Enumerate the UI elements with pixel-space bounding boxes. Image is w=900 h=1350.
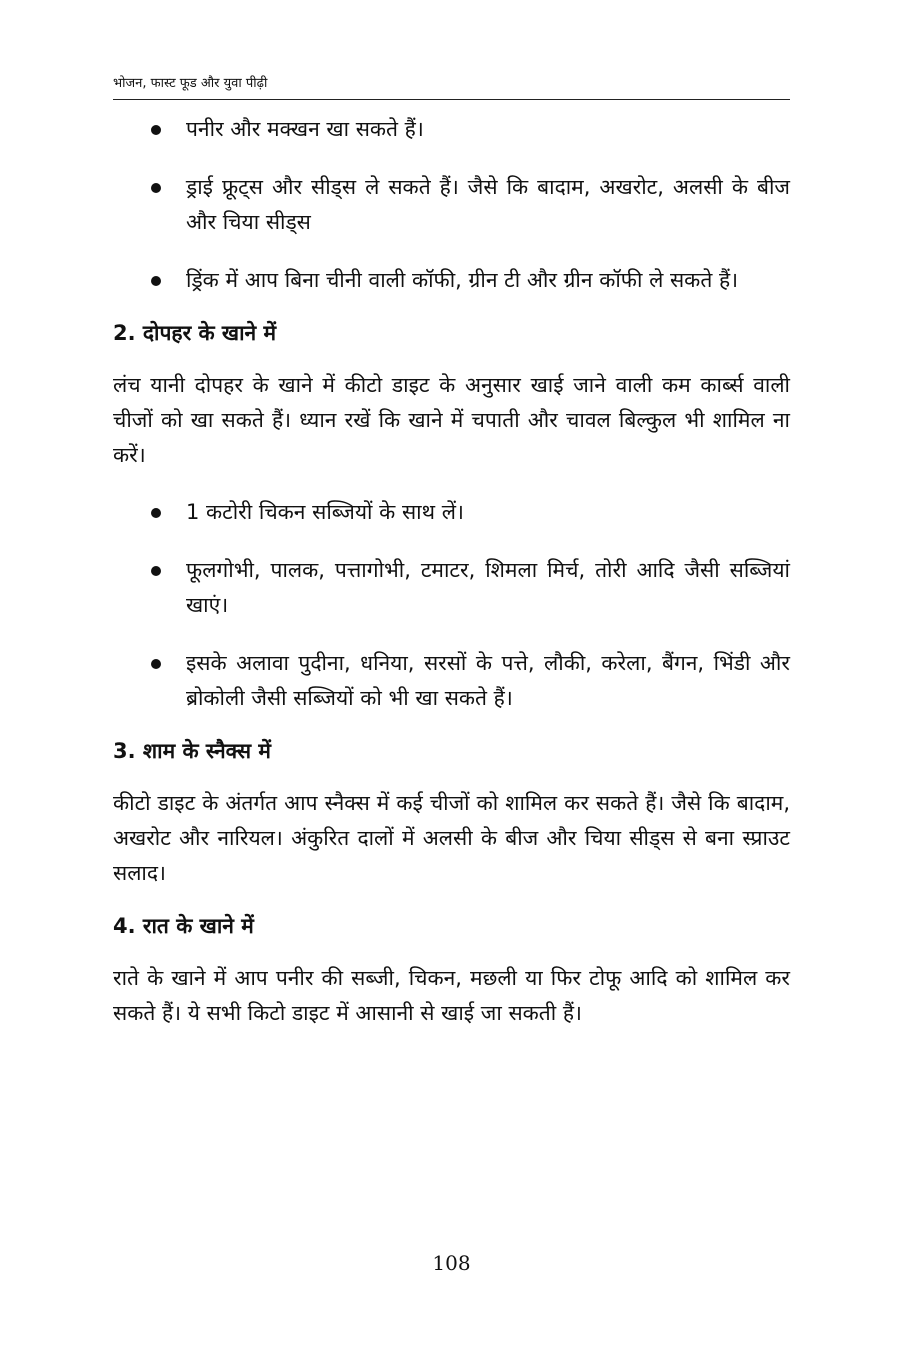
list-item <box>113 263 790 298</box>
bullet-icon <box>151 566 161 576</box>
bullet-icon <box>151 183 161 193</box>
list-item-text: इसके अलावा पुदीना, धनिया, सरसों के पत्ते, लौकी, करेला, बैंगन, भिंडी और ब्रोकोली जैसी सब्जियों को भी खा सकते हैं। <box>186 651 790 710</box>
list-item <box>113 112 790 147</box>
bullet-icon <box>151 659 161 669</box>
list-item <box>113 495 790 530</box>
page-content <box>113 112 790 1049</box>
bullet-icon <box>151 125 161 135</box>
list-item <box>113 553 790 623</box>
section-paragraph-snacks: कीटो डाइट के अंतर्गत आप स्नैक्स में कई चीजों को शामिल कर सकते हैं। जैसे कि बादाम, अखरोट और नारियल। अंकुरित दालों में अलसी के बीज और चिया सीड्स से बना स्प्राउट सलाद। <box>113 791 790 885</box>
lunch-bullet-list <box>113 495 790 716</box>
running-header: भोजन, फास्ट फूड और युवा पीढ़ी <box>113 76 268 91</box>
breakfast-bullet-list <box>113 112 790 298</box>
book-page <box>113 0 790 1350</box>
section-heading-lunch: 2. दोपहर के खाने में <box>113 321 277 345</box>
list-item-text: ड्राई फ्रूट्स और सीड्स ले सकते हैं। जैसे कि बादाम, अखरोट, अलसी के बीज और चिया सीड्स <box>186 175 790 234</box>
section-heading-dinner: 4. रात के खाने में <box>113 914 254 938</box>
bullet-icon <box>151 276 161 286</box>
list-item-text: 1 कटोरी चिकन सब्जियों के साथ लें। <box>186 500 464 524</box>
page-number: 108 <box>432 1251 471 1275</box>
section-paragraph-lunch: लंच यानी दोपहर के खाने में कीटो डाइट के अनुसार खाई जाने वाली कम कार्ब्स वाली चीजों को खा सकते हैं। ध्यान रखें कि खाने में चपाती और चावल बिल्कुल भी शामिल ना करें। <box>113 373 790 467</box>
bullet-icon <box>151 508 161 518</box>
list-item-text: फूलगोभी, पालक, पत्तागोभी, टमाटर, शिमला मिर्च, तोरी आदि जैसी सब्जियां खाएं। <box>186 558 790 617</box>
list-item-text: ड्रिंक में आप बिना चीनी वाली कॉफी, ग्रीन टी और ग्रीन कॉफी ले सकते हैं। <box>186 268 739 292</box>
list-item <box>113 646 790 716</box>
list-item-text: पनीर और मक्खन खा सकते हैं। <box>186 117 424 141</box>
header-divider <box>113 99 790 100</box>
section-heading-snacks: 3. शाम के स्नैक्स में <box>113 739 271 763</box>
section-paragraph-dinner: राते के खाने में आप पनीर की सब्जी, चिकन, मछली या फिर टोफू आदि को शामिल कर सकते हैं। ये सभी किटो डाइट में आसानी से खाई जा सकती हैं। <box>113 966 790 1025</box>
list-item <box>113 170 790 240</box>
